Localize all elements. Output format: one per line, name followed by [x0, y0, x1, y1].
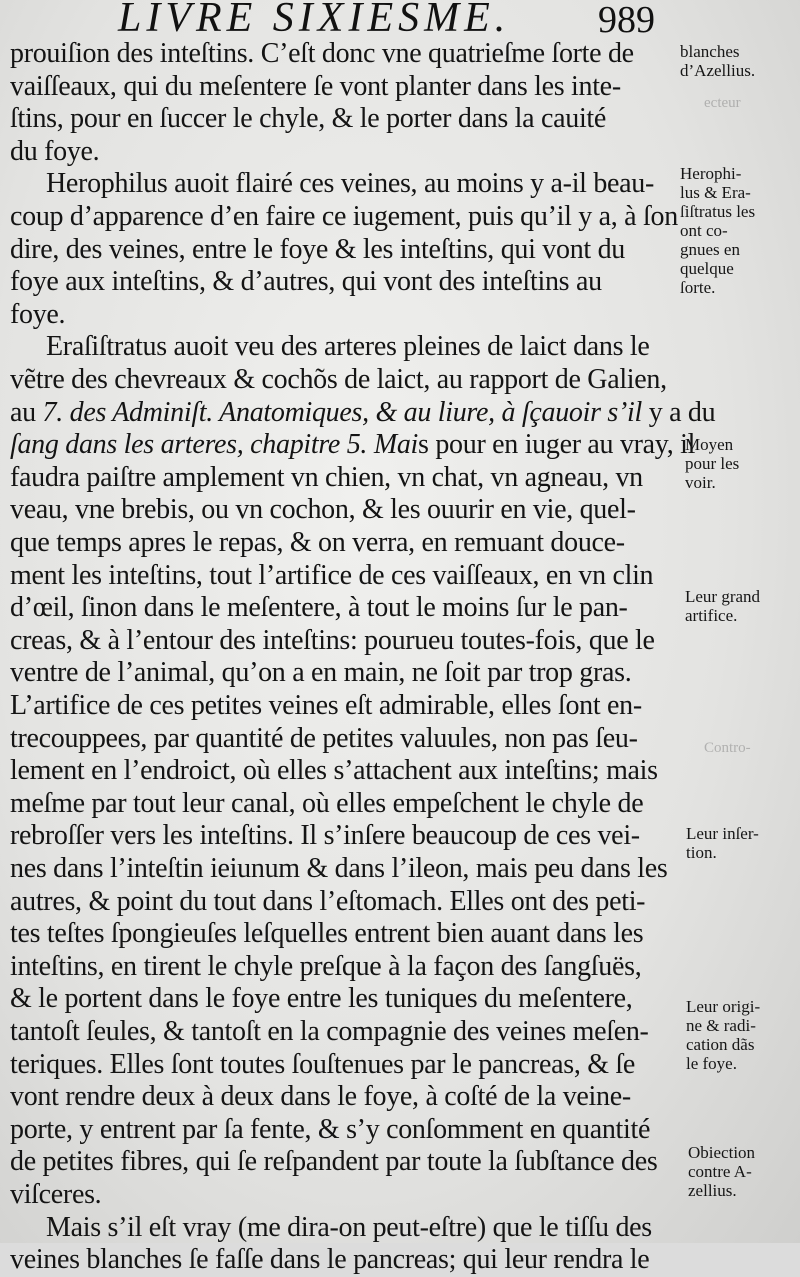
text-line: faudra paiſtre amplement vn chien, vn chat, vn agneau, vn — [10, 461, 643, 493]
text-line: rebroſſer vers les inteſtins. Il s’inſere beaucoup de ces vei- — [10, 820, 640, 852]
text-line: creas, & à l’entour des inteſtins: pourueu toutes-fois, que le — [10, 624, 655, 656]
running-title: LIVRE SIXIESME. — [118, 0, 511, 41]
text-line: au 7. des Adminiſt. Anatomiques, & au liure, à ſçauoir s’il y a du — [10, 396, 716, 428]
marginal-note-line: voir. — [685, 473, 716, 492]
marginal-note-line: artifice. — [685, 606, 738, 625]
text-line: que temps apres le repas, & on verra, en remuant douce- — [10, 527, 625, 558]
text-line: Eraſiſtratus auoit veu des arteres pleines de laict dans le — [46, 331, 650, 363]
text-line: meſme par tout leur canal, où elles empeſchent le chyle de — [10, 787, 644, 819]
marginal-note-line: contre A- — [688, 1162, 752, 1181]
text-line: & le portent dans le foye entre les tuniques du meſentere, — [10, 983, 633, 1015]
marginal-note-line: lus & Era- — [680, 183, 751, 202]
text-line: foye. — [10, 298, 66, 330]
marginal-note-line: ſorte. — [680, 278, 716, 297]
text-line: autres, & point du tout dans l’eſtomach. Elles ont des peti- — [10, 885, 646, 917]
text-line: viſceres. — [10, 1179, 102, 1210]
marginal-note-line: Leur grand — [685, 587, 761, 606]
marginal-note-line: d’Azellius. — [680, 61, 756, 80]
text-line: de petites fibres, qui ſe reſpandent par toute la ſubſtance des — [10, 1146, 658, 1178]
marginal-note-line: Herophi- — [680, 164, 742, 183]
text-line: d’œil, ſinon dans le meſentere, à tout le moins ſur le pan- — [10, 592, 628, 624]
marginal-note-line: tion. — [686, 843, 717, 862]
text-line: Mais s’il eſt vray (me dira-on peut-eſtre) que le tiſſu des — [46, 1211, 652, 1243]
text-line: porte, y entrent par ſa fente, & s’y conſomment en quantité — [10, 1113, 651, 1145]
marginal-note-line: ſiſtratus les — [680, 202, 756, 221]
text-line: trecouppees, par quantité de petites valuules, non pas ſeu- — [10, 722, 638, 754]
marginal-note-line: Leur origi- — [686, 997, 761, 1016]
page-number: 989 — [598, 0, 655, 41]
marginal-note-line: Leur inſer- — [686, 824, 759, 843]
text-line: tantoſt ſeules, & tantoſt en la compagnie des veines meſen- — [10, 1016, 649, 1047]
text-line: veau, vne brebis, ou vn cochon, & les ouurir en vie, quel- — [10, 494, 636, 526]
bleed-through-text: Contro- — [704, 740, 751, 756]
marginal-note-line: quelque — [680, 259, 734, 278]
text-line: L’artifice de ces petites veines eſt admirable, elles ſont en- — [10, 690, 642, 721]
text-line: prouiſion des inteſtins. C’eſt donc vne quatrieſme ſorte de — [10, 38, 634, 69]
bleed-through-text: ecteur — [704, 95, 741, 111]
text-line: ment les inteſtins, tout l’artifice de ces vaiſſeaux, en vn clin — [10, 559, 654, 591]
marginal-note-line: gnues en — [680, 240, 740, 259]
marginal-note-line: pour les — [685, 454, 740, 473]
text-line: ventre de l’animal, qu’on a en main, ne ſoit par trop gras. — [10, 657, 632, 689]
marginal-note-line: blanches — [680, 42, 740, 61]
text-line: nes dans l’inteſtin ieiunum & dans l’ileon, mais peu dans les — [10, 853, 668, 884]
marginal-note-line: zellius. — [688, 1181, 737, 1200]
marginal-note-line: ont co- — [680, 221, 728, 240]
text-line: inteſtins, en tirent le chyle preſque à la façon des ſangſuës, — [10, 950, 642, 982]
text-line: foye aux inteſtins, & d’autres, qui vont des inteſtins au — [10, 266, 602, 298]
text-line: du foye. — [10, 135, 100, 167]
text-line: dire, des veines, entre le foye & les inteſtins, qui vont du — [10, 233, 625, 265]
marginal-note-line: Obiection — [688, 1143, 756, 1162]
text-line: vont rendre deux à deux dans le foye, à coſté de la veine- — [10, 1081, 631, 1113]
text-line: tes teſtes ſpongieuſes leſquelles entrent bien auant dans les — [10, 918, 644, 950]
text-line: teriques. Elles ſont toutes ſouſtenues par le pancreas, & ſe — [10, 1048, 636, 1080]
text-line: lement en l’endroict, où elles s’attachent aux inteſtins; mais — [10, 755, 658, 787]
text-line: Herophilus auoit flairé ces veines, au moins y a-il beau- — [46, 168, 655, 200]
marginal-note-line: cation dãs — [686, 1035, 755, 1054]
text-line: ſang dans les arteres, chapitre 5. Mais pour en iuger au vray, il — [10, 429, 696, 461]
marginal-note-line: le foye. — [686, 1054, 737, 1073]
text-line: vaiſſeaux, qui du meſentere ſe vont planter dans les inte- — [10, 70, 621, 102]
text-line: veines blanches ſe faſſe dans le pancreas; qui leur rendra le — [10, 1244, 650, 1276]
text-line: ſtins, pour en ſuccer le chyle, & le porter dans la cauité — [10, 103, 607, 135]
marginal-note-line: ne & radi- — [686, 1016, 756, 1035]
text-line: vẽtre des chevreaux & cochõs de laict, au rapport de Galien, — [10, 364, 667, 395]
marginal-note-line: Moyen — [685, 435, 734, 454]
text-line: coup d’apparence d’en faire ce iugement, puis qu’il y a, à ſon — [10, 201, 678, 232]
